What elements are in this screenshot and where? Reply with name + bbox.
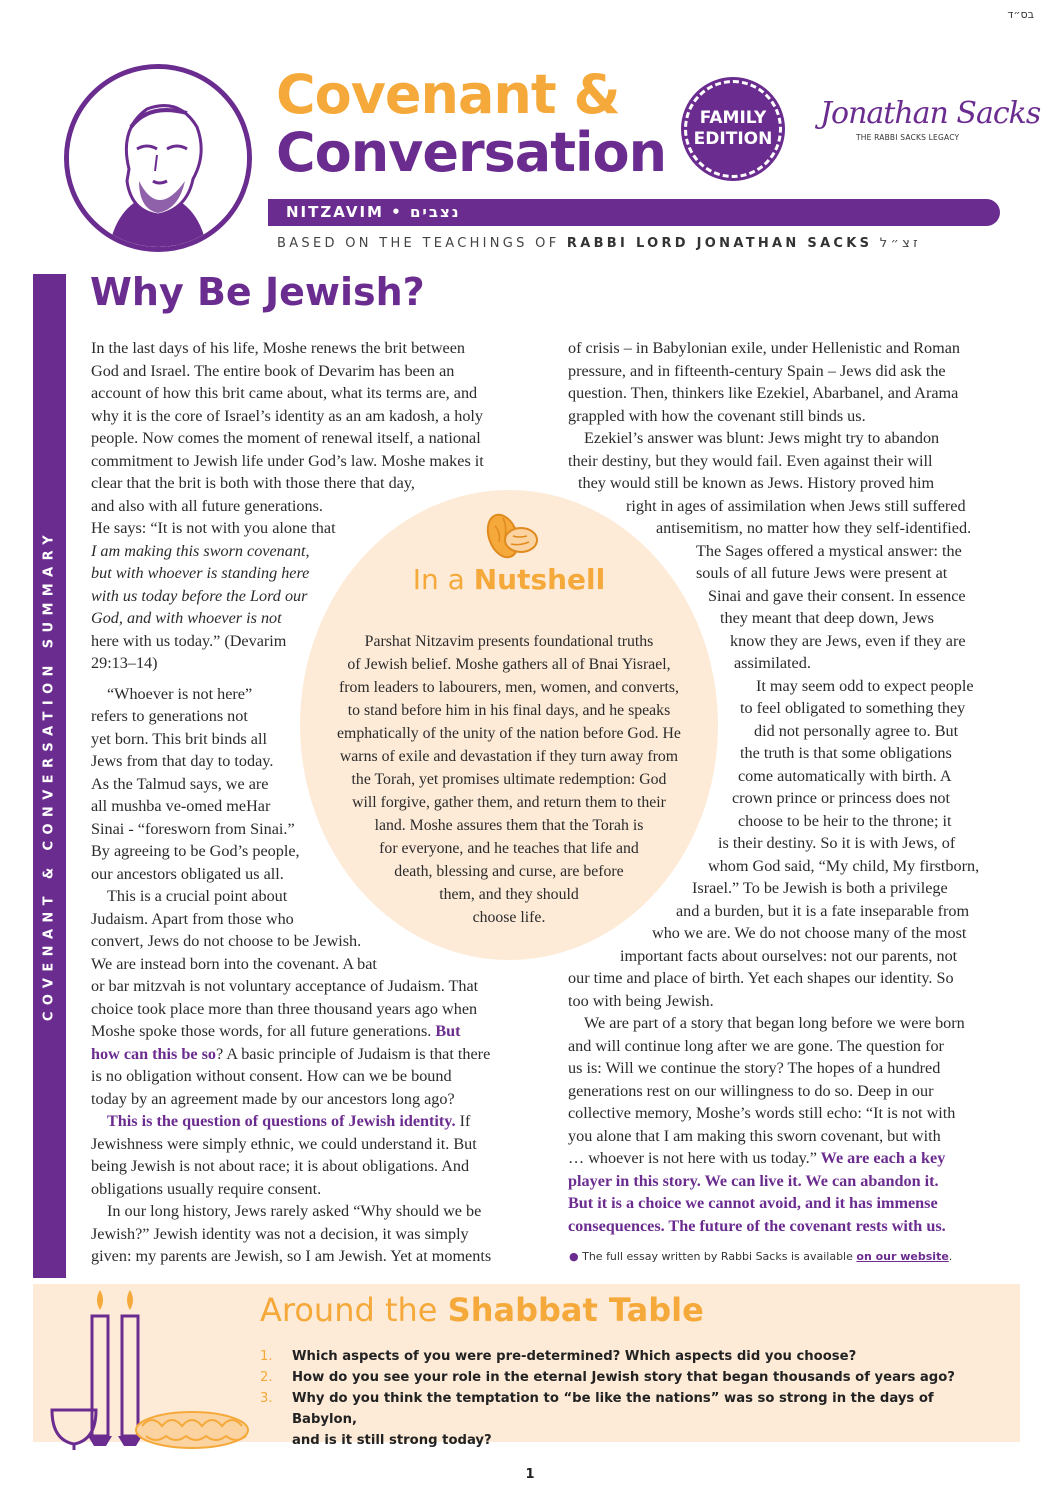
text-line: choose life. <box>472 909 546 926</box>
parasha-name: NITZAVIM • נצבים <box>286 203 461 221</box>
text-line: convert, Jews do not choose to be Jewish. <box>91 932 362 950</box>
based-prefix: BASED ON THE TEACHINGS OF <box>277 236 560 251</box>
text-line: antisemitism, no matter how they self-identified. <box>656 519 972 537</box>
text-line: Ezekiel’s answer was blunt: Jews might try to abandon <box>584 429 940 447</box>
highlight-text: This is the question of questions of Jewish identity. <box>107 1112 456 1130</box>
badge-line-2: EDITION <box>693 129 773 149</box>
text-line: generations rest on our willingness to do so. Deep in our <box>568 1081 934 1100</box>
highlight-line: player in this story. We can live it. We can abandon it. <box>568 1171 939 1190</box>
question-item <box>260 1346 1000 1367</box>
shabbat-title-bold: Shabbat Table <box>447 1291 704 1329</box>
text-line: Jews from that day to today. <box>91 752 274 770</box>
essay-footnote <box>569 1250 952 1263</box>
text-line: of Jewish belief. Moshe gathers all of Bnai Yisrael, <box>347 656 671 673</box>
bsd-mark: בס״ד <box>1007 8 1034 21</box>
text-line: they would still be known as Jews. History proved him <box>578 474 935 492</box>
text-line: did not personally agree to. But <box>754 721 959 740</box>
highlight-text: But <box>435 1022 461 1040</box>
text-line: We are instead born into the covenant. A bat <box>91 954 377 973</box>
text-line: to stand before him in his final days, and he speaks <box>347 702 671 719</box>
text-line: land. Moshe assures them that the Torah is <box>374 817 644 834</box>
text-line: warns of exile and devastation if they turn away from <box>339 748 679 765</box>
text-line: or bar mitzvah is not voluntary acceptance of Judaism. That <box>91 977 479 995</box>
text-line: and will continue long after we are gone. The question for <box>568 1036 944 1055</box>
website-link[interactable]: on our website <box>856 1250 949 1263</box>
almond-icon <box>481 506 543 569</box>
nutshell-title-light: In a <box>412 563 465 596</box>
text-line: clear that the brit is both with those there that day, <box>91 474 415 492</box>
shabbat-title-light: Around the <box>260 1291 438 1329</box>
badge-line-1: FAMILY <box>699 108 767 128</box>
footnote-text: The full essay written by Rabbi Sacks is available <box>582 1250 853 1263</box>
text-line: We are part of a story that began long before we were born <box>584 1014 965 1032</box>
text-line: Sinai - “foresworn from Sinai.” <box>91 819 295 838</box>
text-line: He says: “It is not with you alone that <box>91 519 336 537</box>
text-line: know they are Jews, even if they are <box>730 631 966 650</box>
candles-wine-challah-icon <box>42 1280 252 1455</box>
logo-signature: Jonathan Sacks <box>820 96 1041 131</box>
text-line: choice took place more than three thousand years ago when <box>91 999 478 1018</box>
text-line: the truth is that some obligations <box>740 744 952 762</box>
based-on-line <box>277 236 921 251</box>
text-line: commitment to Jewish life under God’s law. Moshe makes it <box>91 451 484 470</box>
footnote-end: . <box>948 1250 953 1263</box>
question-text <box>292 1388 1000 1451</box>
text-line: you alone that I am making this sworn covenant, but with <box>568 1126 941 1145</box>
text-line: Israel.” To be Jewish is both a privilege <box>692 879 948 897</box>
side-summary-label: COVENANT & CONVERSATION SUMMARY <box>41 528 57 1022</box>
text-line: assimilated. <box>734 654 811 672</box>
text-line: whom God said, “My child, My firstborn, <box>708 856 980 875</box>
logo-legacy-text: THE RABBI SACKS LEGACY <box>856 133 960 142</box>
article-heading <box>90 270 425 314</box>
text-line: This is a crucial point about <box>107 887 288 905</box>
text-line: us is: Will we continue the story? The hopes of a hundred <box>568 1059 941 1077</box>
question-number: 3. <box>260 1391 273 1406</box>
text-line: too with being Jewish. <box>568 991 714 1010</box>
highlight-line: But it is a choice we cannot avoid, and it has immense <box>568 1194 938 1212</box>
nutshell-title-bold: Nutshell <box>473 563 606 596</box>
question-item <box>260 1367 1000 1388</box>
question-list <box>260 1346 1000 1451</box>
text-line: is no obligation without consent. How can we be bound <box>91 1067 452 1085</box>
question-number: 1. <box>260 1349 273 1364</box>
text-line: crown prince or princess does not <box>732 789 951 807</box>
text-line: come automatically with birth. A <box>738 766 952 785</box>
text-line: emphatically of the unity of the nation before God. He <box>337 725 681 742</box>
based-suffix: זצ״ל <box>879 236 921 251</box>
rabbi-portrait <box>64 64 252 252</box>
text-line: is their destiny. So it is with Jews, of <box>718 834 956 852</box>
question-text: How do you see your role in the eternal Jewish story that began thousands of years ago? <box>292 1370 955 1385</box>
text-line: right in ages of assimilation when Jews still suffered <box>626 496 966 515</box>
text-line: people. Now comes the moment of renewal itself, a national <box>91 429 481 447</box>
text-run: Moshe spoke those words, for all future generations. <box>91 1022 432 1040</box>
text-line: will forgive, gather them, and return them to their <box>352 794 666 811</box>
text-line: By agreeing to be God’s people, <box>91 842 300 860</box>
text-line: God, and with whoever is not <box>91 609 282 627</box>
text-line: grappled with how the covenant still binds us. <box>568 406 866 425</box>
text-line: today by an agreement made by our ancestors long ago? <box>91 1089 455 1108</box>
question-item <box>260 1388 1000 1451</box>
highlight-line: consequences. The future of the covenant rests with us. <box>568 1216 946 1235</box>
rabbi-sacks-legacy-logo <box>820 96 1041 142</box>
text-line: why it is the core of Israel’s identity as an am kadosh, a holy <box>91 406 484 425</box>
text-line: and also with all future generations. <box>91 496 323 515</box>
text-line: their destiny, but they would fail. Even against their will <box>568 451 933 470</box>
text-line: question. Then, thinkers like Ezekiel, Abarbanel, and Arama <box>568 384 959 402</box>
title-line-1: Covenant & <box>276 63 620 126</box>
text-line: with us today before the Lord our <box>91 586 308 605</box>
page-title <box>276 63 667 184</box>
text-line <box>568 1147 979 1170</box>
question-text: Which aspects of you were pre-determined? Which aspects did you choose? <box>292 1349 857 1364</box>
text-line: being Jewish is not about race; it is about obligations. And <box>91 1157 470 1175</box>
text-line: here with us today.” (Devarim <box>91 631 287 650</box>
heading-bold: Jewish? <box>264 270 425 314</box>
heading-light: Why Be <box>90 270 252 314</box>
text-line: who we are. We do not choose many of the most <box>652 924 967 942</box>
nutshell-title <box>300 563 718 596</box>
text-line: to feel obligated to something they <box>740 699 966 717</box>
text-line: choose to be heir to the throne; it <box>738 811 952 830</box>
highlight-text: how can this be so <box>91 1044 217 1063</box>
text-line: given: my parents are Jewish, so I am Jewish. Yet at moments <box>91 1247 492 1265</box>
text-line: and a burden, but it is a fate inseparable from <box>676 901 970 920</box>
text-line: the Torah, yet promises ultimate redemption: God <box>351 771 667 788</box>
text-run: ? A basic principle of Judaism is that there <box>216 1044 491 1063</box>
text-line: The Sages offered a mystical answer: the <box>696 541 962 560</box>
text-line: pressure, and in fifteenth-century Spain – Jews did ask the <box>568 361 946 380</box>
text-line: for everyone, and he teaches that life and <box>379 840 639 857</box>
shabbat-title <box>260 1291 704 1329</box>
parasha-bar <box>268 199 1000 226</box>
text-line: they meant that deep down, Jews <box>720 609 934 627</box>
text-line: Jewish?” Jewish identity was not a decision, it was simply <box>91 1224 469 1243</box>
based-name: RABBI LORD JONATHAN SACKS <box>566 236 873 251</box>
text-line: account of how this brit came about, what its terms are, and <box>91 384 478 402</box>
highlight-text: We are each a key <box>816 1149 946 1167</box>
question-line: Why do you think the temptation to “be like the nations” was so strong in the days of Babylon, <box>292 1391 934 1427</box>
text-line: death, blessing and curse, are before <box>394 863 624 880</box>
question-line: and is it still strong today? <box>292 1433 492 1448</box>
text-line: I am making this sworn covenant, <box>91 541 310 560</box>
text-line: collective memory, Moshe’s words still echo: “It is not with <box>568 1104 956 1122</box>
text-line: all mushba ve-omed meHar <box>91 797 271 815</box>
text-line: obligations usually require consent. <box>91 1179 322 1198</box>
text-line: God and Israel. The entire book of Devarim has been an <box>91 361 455 380</box>
text-line: but with whoever is standing here <box>91 564 310 582</box>
text-line <box>91 1020 491 1043</box>
text-line: from leaders to labourers, men, women, and converts, <box>339 679 679 696</box>
text-line: souls of all future Jews were present at <box>696 564 948 582</box>
text-line: In our long history, Jews rarely asked “Why should we be <box>107 1202 482 1220</box>
text-line: our ancestors obligated us all. <box>91 864 284 883</box>
text-run: If <box>455 1112 471 1130</box>
text-line: 29:13–14) <box>91 654 158 672</box>
nutshell-text <box>300 630 718 929</box>
text-line: of crisis – in Babylonian exile, under Hellenistic and Roman <box>568 339 961 357</box>
text-line: our time and place of birth. Yet each shapes our identity. So <box>568 969 954 987</box>
text-line: them, and they should <box>439 886 579 903</box>
text-line: Sinai and gave their consent. In essence <box>708 586 966 605</box>
text-run: … whoever is not here with us today.” <box>568 1149 817 1167</box>
text-line: “Whoever is not here” <box>107 684 253 703</box>
question-number: 2. <box>260 1370 273 1385</box>
text-line: Parshat Nitzavim presents foundational truths <box>364 633 654 650</box>
text-line: important facts about ourselves: not our parents, not <box>620 946 958 965</box>
text-line: Judaism. Apart from those who <box>91 909 294 928</box>
text-line: refers to generations not <box>91 707 248 725</box>
family-edition-badge <box>684 80 782 178</box>
bullet-icon: ● <box>569 1250 579 1263</box>
text-line: It may seem odd to expect people <box>756 676 974 695</box>
text-line: yet born. This brit binds all <box>91 729 267 748</box>
title-line-2: Conversation <box>276 121 667 184</box>
text-line <box>91 1110 491 1133</box>
text-line: As the Talmud says, we are <box>91 774 269 793</box>
text-line <box>91 1043 491 1066</box>
text-line: In the last days of his life, Moshe renews the brit between <box>91 339 466 357</box>
page-number: 1 <box>525 1467 535 1482</box>
text-line: Jewishness were simply ethnic, we could understand it. But <box>91 1134 477 1153</box>
